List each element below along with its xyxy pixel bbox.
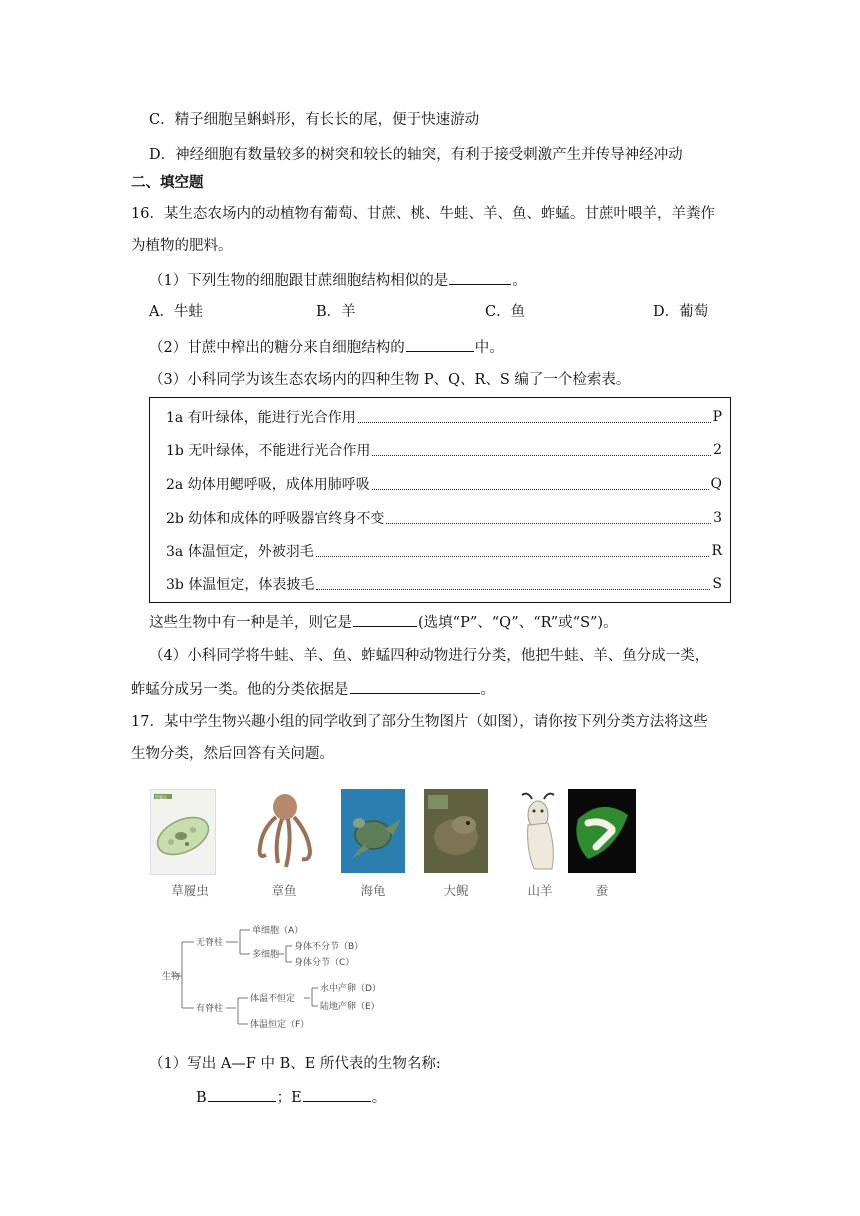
tree-root: 生物 [162,972,181,982]
q16-part4-text: 蚱蜢分成另一类。他的分类依据是 [131,682,349,698]
caption-giant-salamander: 大鲵 [443,883,469,898]
key-result: 3 [713,510,722,526]
q17-label-b: B [196,1090,207,1106]
goat-image [508,789,572,873]
sea-turtle-image [341,789,405,873]
key-text: 1b 无叶绿体，不能进行光合作用 [166,443,371,459]
option-d: D．神经细胞有数量较多的树突和较长的轴突，有利于接受刺激产生并传导神经冲动 [149,147,683,163]
key-text: 2a 幼体用鳃呼吸，成体用肺呼吸 [166,477,370,493]
tree-segmented: 身体分节（C） [294,958,355,968]
key-result: S [712,576,722,592]
q16-part1-end: 。 [512,273,527,289]
giant-salamander-image [424,789,488,873]
key-result: P [712,409,722,425]
q16-part3-answer-end: (选填“P”、“Q”、“R”或“S”)。 [418,615,618,631]
octopus-image [252,789,316,873]
q16-choice-d: D．葡萄 [653,304,709,320]
answer-blank[interactable] [449,270,511,285]
q16-part1 [149,270,527,291]
q16-part4-line1: （4）小科同学将牛蛙、羊、鱼、蚱蜢四种动物进行分类，他把牛蛙、羊、鱼分成一类， [149,648,710,664]
answer-blank[interactable] [353,612,417,627]
section-title: 二、填空题 [131,174,204,191]
tree-unsegmented: 身体不分节（B） [294,942,364,952]
q16-choice-b: B．羊 [316,304,356,320]
option-c: C．精子细胞呈蝌蚪形，有长长的尾，便于快速游动 [149,112,480,128]
key-text: 3a 体温恒定，外被羽毛 [166,544,314,560]
q16-part3-answer [149,612,618,633]
paramecium-image [150,789,216,875]
key-row [166,574,722,594]
q16-choice-c: C．鱼 [485,304,526,320]
q16-choice-a: A．牛蛙 [149,304,203,320]
q16-part3: （3）小科同学为该生态农场内的四种生物 P、Q、R、S 编了一个检索表。 [149,372,631,388]
q16-part2 [149,337,504,358]
silkworm-image [568,789,636,873]
key-row [166,407,722,427]
answer-blank[interactable] [350,679,480,694]
key-text: 1a 有叶绿体，能进行光合作用 [166,410,356,426]
key-result: 2 [713,442,722,458]
q16-part2-text: （2）甘蔗中榨出的糖分来自细胞结构的 [149,340,405,356]
key-row [166,541,722,561]
classification-tree [160,912,400,1042]
caption-paramecium: 草履虫 [171,883,209,898]
caption-silkworm: 蚕 [595,883,609,898]
tree-constant: 体温恒定（F） [250,1020,310,1030]
key-text: 3b 体温恒定，体表披毛 [166,577,315,593]
dichotomous-key-table [149,397,731,603]
q16-stem-line1: 16．某生态农场内的动植物有葡萄、甘蔗、桃、牛蛙、羊、鱼、蚱蜢。甘蔗叶喂羊，羊粪作 [131,206,715,222]
tree-unicellular: 单细胞（A） [252,926,304,936]
answer-blank-e[interactable] [303,1087,371,1102]
tree-not-constant: 体温不恒定 [250,994,296,1004]
paramecium-image-label: 草履虫 [155,794,167,800]
key-row [166,474,722,494]
caption-goat: 山羊 [527,883,553,898]
q16-stem-line2: 为植物的肥料。 [131,238,233,254]
answer-blank-b[interactable] [208,1087,276,1102]
tree-vertebrate: 有脊柱 [196,1004,224,1014]
key-result: R [711,543,722,559]
tree-multicellular: 多细胞 [252,950,280,960]
q16-part3-answer-text: 这些生物中有一种是羊，则它是 [149,615,352,631]
key-result: Q [710,476,722,492]
q17-stem-line1: 17．某中学生物兴趣小组的同学收到了部分生物图片（如图），请你按下列分类方法将这些 [131,714,708,730]
key-row [166,440,722,460]
key-row [166,508,722,528]
q17-stem-line2: 生物分类，然后回答有关问题。 [131,746,334,762]
q17-label-e: ；E [276,1090,302,1106]
q16-part2-end: 中。 [474,340,504,356]
caption-sea-turtle: 海龟 [360,883,386,898]
q16-part1-text: （1）下列生物的细胞跟甘蔗细胞结构相似的是 [149,273,449,289]
q16-part4-end: 。 [480,682,495,698]
q16-part4-line2 [131,679,495,700]
q17-part1-end: 。 [371,1090,387,1106]
caption-octopus: 章鱼 [271,883,297,898]
tree-water-eggs: 水中产卵（D） [320,984,381,994]
tree-land-eggs: 陆地产卵（E） [320,1002,380,1012]
key-text: 2b 幼体和成体的呼吸器官终身不变 [166,511,385,527]
tree-invertebrate: 无脊柱 [196,938,224,948]
q17-part1-answer [196,1087,386,1108]
q17-part1: （1）写出 A—F 中 B、E 所代表的生物名称: [149,1056,441,1072]
answer-blank[interactable] [406,337,474,352]
